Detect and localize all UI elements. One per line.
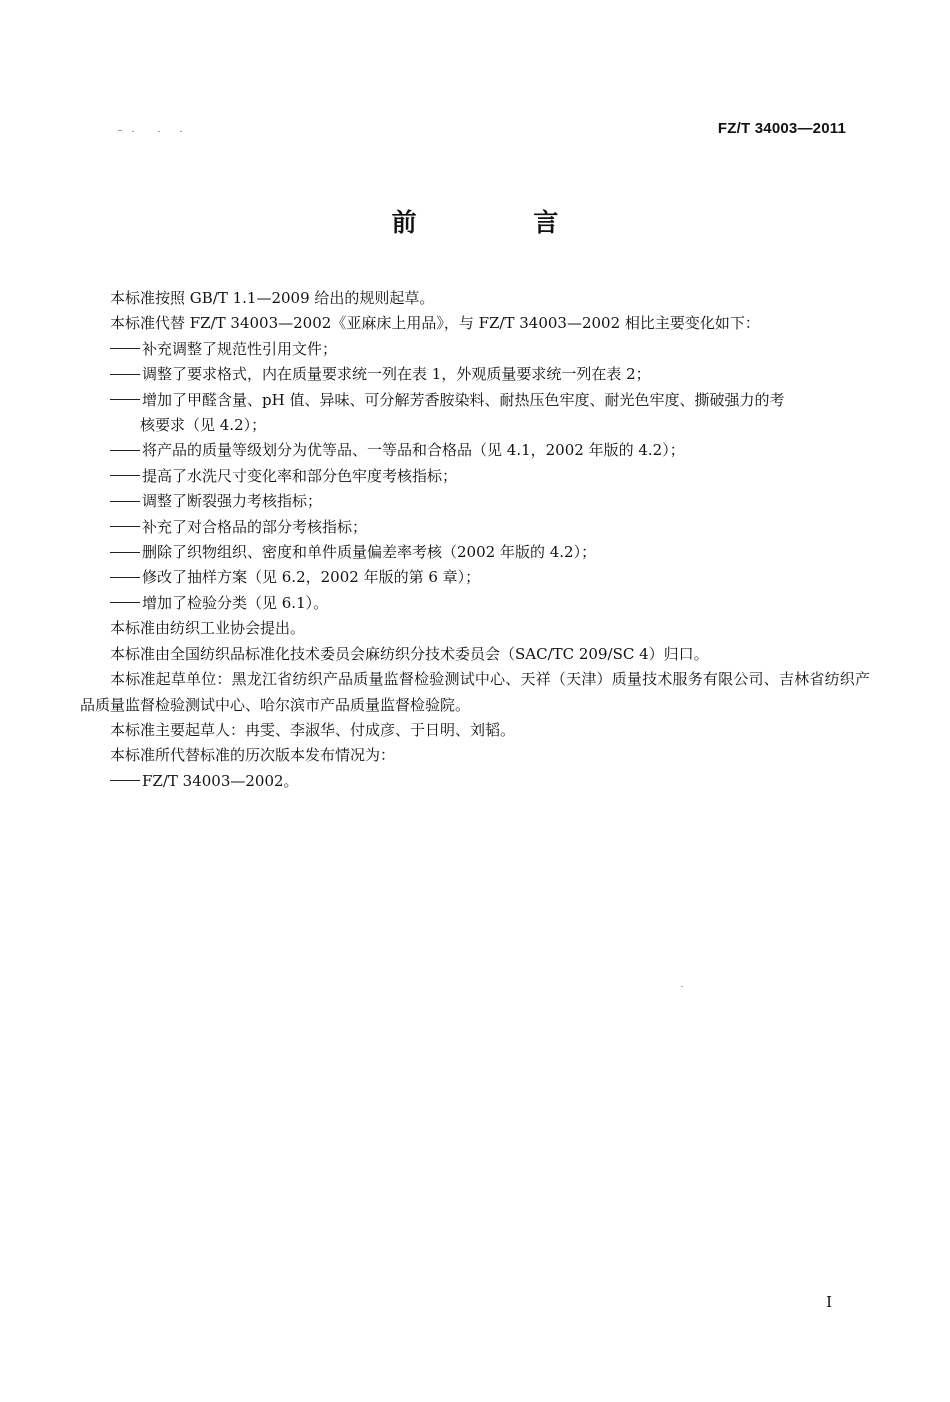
paragraph-committee: 本标准由全国纺织品标准化技术委员会麻纺织分技术委员会（SAC/TC 209/SC 4）归口。 bbox=[110, 644, 709, 663]
list-item-continuation: 核要求（见 4.2）； bbox=[140, 416, 267, 435]
paragraph-drafting-rules: 本标准按照 GB/T 1.1—2009 给出的规则起草。 bbox=[110, 289, 435, 307]
list-item: 补充调整了规范性引用文件； bbox=[110, 337, 870, 362]
em-dash bbox=[110, 450, 140, 451]
page-number: I bbox=[826, 1293, 832, 1311]
em-dash bbox=[110, 501, 140, 502]
paragraph-replacement: 本标准代替 FZ/T 34003—2002《亚麻床上用品》，与 FZ/T 34003—2002 相比主要变化如下： bbox=[110, 314, 760, 333]
em-dash bbox=[110, 399, 140, 400]
list-item: 提高了水洗尺寸变化率和部分色牢度考核指标； bbox=[110, 464, 870, 489]
list-item: 将产品的质量等级划分为优等品、一等品和合格品（见 4.1，2002 年版的 4.2）； bbox=[110, 438, 870, 463]
scan-specks bbox=[118, 128, 188, 134]
list-item: 修改了抽样方案（见 6.2，2002 年版的第 6 章）； bbox=[110, 565, 870, 590]
scan-speck bbox=[681, 986, 683, 987]
em-dash bbox=[110, 602, 140, 603]
em-dash bbox=[110, 552, 140, 553]
standard-code: FZ/T 34003—2011 bbox=[717, 120, 846, 137]
list-item: 增加了检验分类（见 6.1）。 bbox=[110, 591, 870, 616]
scan-speck bbox=[180, 131, 182, 132]
list-item: 增加了甲醛含量、pH 值、异味、可分解芳香胺染料、耐热压色牢度、耐光色牢度、撕破强力的考 bbox=[110, 388, 870, 413]
history-item: FZ/T 34003—2002。 bbox=[110, 769, 870, 794]
list-item: 补充了对合格品的部分考核指标； bbox=[110, 515, 870, 540]
em-dash bbox=[110, 475, 140, 476]
scan-speck bbox=[132, 131, 134, 132]
em-dash bbox=[110, 577, 140, 578]
page-title: 前 言 bbox=[391, 208, 613, 237]
scan-speck bbox=[118, 130, 122, 131]
em-dash bbox=[110, 526, 140, 527]
paragraph-drafters: 本标准主要起草人：冉雯、李淑华、付成彦、于日明、刘韬。 bbox=[110, 720, 516, 739]
paragraph-history-intro: 本标准所代替标准的历次版本发布情况为： bbox=[110, 746, 396, 765]
foreword-body bbox=[80, 286, 870, 794]
paragraph-proposer: 本标准由纺织工业协会提出。 bbox=[110, 619, 306, 638]
em-dash bbox=[110, 348, 140, 349]
em-dash bbox=[110, 374, 140, 375]
list-item: 调整了要求格式，内在质量要求统一列在表 1，外观质量要求统一列在表 2； bbox=[110, 362, 870, 387]
em-dash bbox=[110, 780, 140, 781]
list-item: 删除了织物组织、密度和单件质量偏差率考核（2002 年版的 4.2）； bbox=[110, 540, 870, 565]
list-item: 调整了断裂强力考核指标； bbox=[110, 489, 870, 514]
scan-speck bbox=[158, 131, 160, 132]
paragraph-drafting-units: 本标准起草单位：黑龙江省纺织产品质量监督检验测试中心、天祥（天津）质量技术服务有限公司、吉林省纺织产品质量监督检验测试中心、哈尔滨市产品质量监督检验院。 bbox=[80, 670, 870, 714]
